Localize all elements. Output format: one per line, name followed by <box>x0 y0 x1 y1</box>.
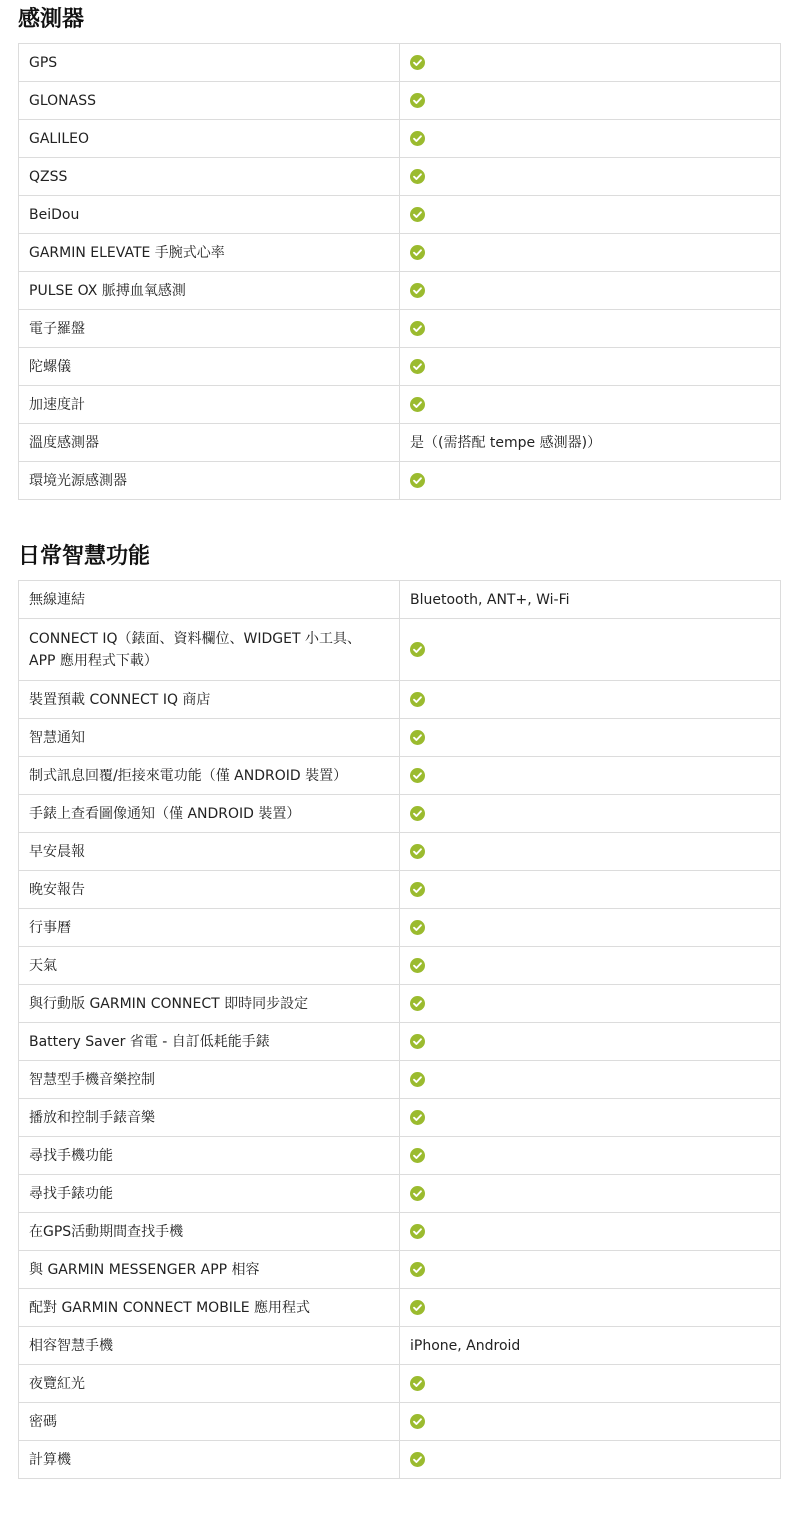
table-row <box>19 158 781 196</box>
check-icon <box>410 55 425 70</box>
table-row <box>19 985 781 1023</box>
table-row <box>19 1441 781 1479</box>
check-icon <box>410 920 425 935</box>
spec-label: 無線連結 <box>19 581 400 619</box>
check-icon <box>410 642 425 657</box>
spec-value <box>400 619 781 681</box>
check-icon <box>410 806 425 821</box>
spec-label: 加速度計 <box>19 386 400 424</box>
table-row <box>19 619 781 681</box>
check-icon <box>410 730 425 745</box>
check-icon <box>410 882 425 897</box>
spec-value <box>400 1251 781 1289</box>
sensors-table <box>18 43 781 500</box>
spec-label: 與 GARMIN MESSENGER APP 相容 <box>19 1251 400 1289</box>
spec-label: 夜覽紅光 <box>19 1365 400 1403</box>
spec-value <box>400 82 781 120</box>
section-title: 感測器 <box>18 7 85 32</box>
spec-label: 溫度感測器 <box>19 424 400 462</box>
spec-label: 手錶上查看圖像通知（僅 ANDROID 裝置） <box>19 795 400 833</box>
smart-features-table <box>18 580 781 1479</box>
table-row <box>19 1175 781 1213</box>
spec-value: Bluetooth, ANT+, Wi-Fi <box>400 581 781 619</box>
spec-label: QZSS <box>19 158 400 196</box>
check-icon <box>410 93 425 108</box>
check-icon <box>410 1034 425 1049</box>
spec-value <box>400 1213 781 1251</box>
check-icon <box>410 996 425 1011</box>
spec-value <box>400 1061 781 1099</box>
table-row <box>19 424 781 462</box>
spec-label: GLONASS <box>19 82 400 120</box>
table-row <box>19 1327 781 1365</box>
spec-value <box>400 196 781 234</box>
check-icon <box>410 207 425 222</box>
check-icon <box>410 1110 425 1125</box>
spec-value <box>400 1441 781 1479</box>
spec-value <box>400 757 781 795</box>
table-row <box>19 1137 781 1175</box>
table-row <box>19 82 781 120</box>
table-row <box>19 348 781 386</box>
table-row <box>19 909 781 947</box>
spec-value <box>400 795 781 833</box>
table-row <box>19 272 781 310</box>
spec-value <box>400 234 781 272</box>
spec-label: 尋找手機功能 <box>19 1137 400 1175</box>
check-icon <box>410 1414 425 1429</box>
spec-label: Battery Saver 省電 - 自訂低耗能手錶 <box>19 1023 400 1061</box>
check-icon <box>410 768 425 783</box>
spec-value <box>400 871 781 909</box>
smart-features-section <box>18 537 780 1479</box>
table-row <box>19 1251 781 1289</box>
spec-label: GALILEO <box>19 120 400 158</box>
check-icon <box>410 1224 425 1239</box>
spec-value <box>400 909 781 947</box>
spec-label: 尋找手錶功能 <box>19 1175 400 1213</box>
spec-value <box>400 985 781 1023</box>
spec-label: GARMIN ELEVATE 手腕式心率 <box>19 234 400 272</box>
table-row <box>19 120 781 158</box>
spec-value <box>400 1289 781 1327</box>
check-icon <box>410 1452 425 1467</box>
spec-label: PULSE OX 脈搏血氧感測 <box>19 272 400 310</box>
spec-value <box>400 1403 781 1441</box>
spec-value <box>400 386 781 424</box>
spec-label: 在GPS活動期間查找手機 <box>19 1213 400 1251</box>
spec-value: 是（(需搭配 tempe 感測器)） <box>400 424 781 462</box>
check-icon <box>410 283 425 298</box>
table-row <box>19 1365 781 1403</box>
spec-value <box>400 1023 781 1061</box>
spec-label: 電子羅盤 <box>19 310 400 348</box>
table-row <box>19 386 781 424</box>
table-row <box>19 1023 781 1061</box>
spec-label: GPS <box>19 44 400 82</box>
table-row <box>19 196 781 234</box>
section-title: 日常智慧功能 <box>18 544 151 569</box>
spec-label: 密碼 <box>19 1403 400 1441</box>
spec-label: 計算機 <box>19 1441 400 1479</box>
table-row <box>19 795 781 833</box>
table-row <box>19 1213 781 1251</box>
check-icon <box>410 359 425 374</box>
spec-label: 行事曆 <box>19 909 400 947</box>
spec-label: 配對 GARMIN CONNECT MOBILE 應用程式 <box>19 1289 400 1327</box>
table-row <box>19 681 781 719</box>
spec-label: 與行動版 GARMIN CONNECT 即時同步設定 <box>19 985 400 1023</box>
spec-label: 制式訊息回覆/拒接來電功能（僅 ANDROID 裝置） <box>19 757 400 795</box>
spec-value <box>400 158 781 196</box>
table-row <box>19 1061 781 1099</box>
spec-value <box>400 462 781 500</box>
table-row <box>19 44 781 82</box>
table-row <box>19 1289 781 1327</box>
check-icon <box>410 473 425 488</box>
spec-label: 智慧型手機音樂控制 <box>19 1061 400 1099</box>
spec-value: iPhone, Android <box>400 1327 781 1365</box>
check-icon <box>410 1262 425 1277</box>
check-icon <box>410 1376 425 1391</box>
spec-value <box>400 1175 781 1213</box>
check-icon <box>410 131 425 146</box>
spec-label: 智慧通知 <box>19 719 400 757</box>
spec-label: 播放和控制手錶音樂 <box>19 1099 400 1137</box>
sensors-section <box>18 0 780 500</box>
check-icon <box>410 844 425 859</box>
check-icon <box>410 245 425 260</box>
table-row <box>19 234 781 272</box>
spec-value <box>400 348 781 386</box>
spec-label: 早安晨報 <box>19 833 400 871</box>
spec-value <box>400 833 781 871</box>
spec-value <box>400 1137 781 1175</box>
table-row <box>19 833 781 871</box>
spec-value <box>400 719 781 757</box>
spec-value <box>400 1099 781 1137</box>
check-icon <box>410 169 425 184</box>
spec-value <box>400 272 781 310</box>
spec-value <box>400 681 781 719</box>
check-icon <box>410 321 425 336</box>
spec-value <box>400 1365 781 1403</box>
check-icon <box>410 397 425 412</box>
table-row <box>19 1099 781 1137</box>
check-icon <box>410 1148 425 1163</box>
check-icon <box>410 1072 425 1087</box>
spec-value <box>400 310 781 348</box>
table-row <box>19 462 781 500</box>
table-row <box>19 1403 781 1441</box>
check-icon <box>410 1186 425 1201</box>
spec-value <box>400 947 781 985</box>
spec-label: 天氣 <box>19 947 400 985</box>
spec-label: 環境光源感測器 <box>19 462 400 500</box>
spec-label: 陀螺儀 <box>19 348 400 386</box>
table-row <box>19 310 781 348</box>
table-row <box>19 581 781 619</box>
table-row <box>19 871 781 909</box>
spec-label: BeiDou <box>19 196 400 234</box>
spec-value <box>400 44 781 82</box>
table-row <box>19 719 781 757</box>
table-row <box>19 757 781 795</box>
check-icon <box>410 1300 425 1315</box>
check-icon <box>410 958 425 973</box>
spec-label: 裝置預載 CONNECT IQ 商店 <box>19 681 400 719</box>
spec-label: CONNECT IQ（錶面、資料欄位、WIDGET 小工具、APP 應用程式下載） <box>19 619 400 681</box>
spec-label: 相容智慧手機 <box>19 1327 400 1365</box>
check-icon <box>410 692 425 707</box>
spec-value <box>400 120 781 158</box>
spec-label: 晚安報告 <box>19 871 400 909</box>
table-row <box>19 947 781 985</box>
